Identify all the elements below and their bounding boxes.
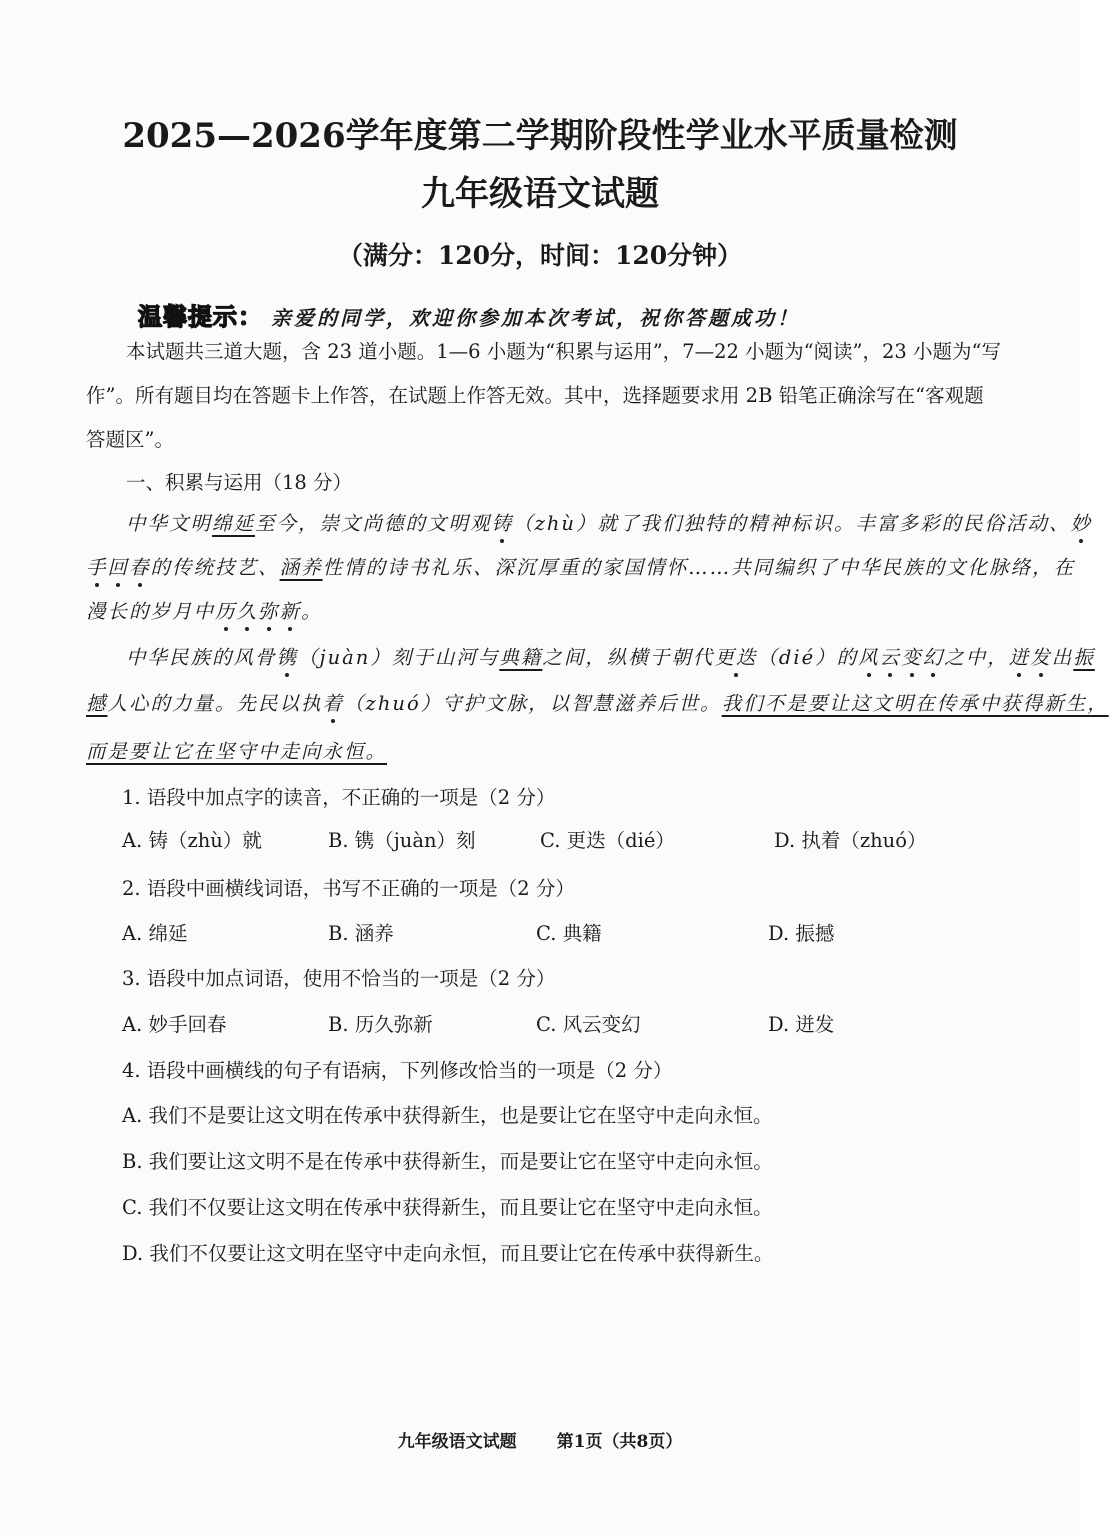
q2-option-b[interactable]: B. 涵养: [328, 922, 394, 945]
underlined-sentence: 我们不是要让这文明在传承中获得新生，: [721, 692, 1109, 715]
section-heading: 一、积累与运用（18 分）: [126, 471, 353, 494]
q4-option-d[interactable]: D. 我们不仅要让这文明在坚守中走向永恒，而且要让它在传承中获得新生。: [122, 1242, 774, 1265]
q3-option-b[interactable]: B. 历久弥新: [328, 1013, 433, 1036]
dotted-char: 镌: [276, 646, 299, 669]
dotted-char: 春: [129, 556, 151, 579]
passage-line: 撼人心的力量。先民以执着（zhuó）守护文脉，以智慧滋养后世。我们不是要让这文明在传承中获得新生，: [86, 692, 1109, 715]
question-4-stem: 4. 语段中画横线的句子有语病，下列修改恰当的一项是（2 分）: [122, 1059, 673, 1082]
dotted-char: 风: [858, 646, 880, 669]
score-time-info: （满分：120分，时间：120分钟）: [337, 241, 743, 270]
dotted-char: 发: [1030, 646, 1052, 669]
underlined-word: 典籍: [499, 646, 543, 669]
q2-option-c[interactable]: C. 典籍: [536, 922, 602, 945]
tip-label: 温馨提示：: [138, 302, 263, 331]
dotted-char: 历: [215, 600, 237, 623]
underlined-word: 撼: [86, 692, 108, 715]
underlined-word: 振: [1073, 646, 1095, 669]
page-footer: [0, 1427, 1080, 1452]
passage-line: 手回春的传统技艺、涵养性情的诗书礼乐、深沉厚重的家国情怀……共同编织了中华民族的文化脉络，在: [86, 556, 1076, 579]
q4-option-a[interactable]: A. 我们不是要让这文明在传承中获得新生，也是要让它在坚守中走向永恒。: [122, 1104, 773, 1127]
q1-option-b[interactable]: B. 镌（juàn）刻: [328, 829, 476, 852]
q1-option-a[interactable]: A. 铸（zhù）就: [122, 829, 262, 852]
exam-title: 2025—2026学年度第二学期阶段性学业水平质量检测: [122, 116, 958, 156]
passage-line: 漫长的岁月中历久弥新。: [86, 600, 323, 623]
q4-option-b[interactable]: B. 我们要让这文明不是在传承中获得新生，而是要让它在坚守中走向永恒。: [122, 1150, 773, 1173]
dotted-char: 着: [322, 692, 345, 715]
question-3-stem: 3. 语段中加点词语，使用不恰当的一项是（2 分）: [122, 967, 556, 990]
tip-text: 亲爱的同学，欢迎你参加本次考试，祝你答题成功！: [271, 306, 800, 330]
footer-page-number: 第1页（共8页）: [556, 1432, 683, 1452]
instructions-line-1: 本试题共三道大题，含 23 道小题。1—6 小题为“积累与运用”，7—22 小题为“阅读”，23 小题为“写: [126, 340, 1001, 363]
q1-option-c[interactable]: C. 更迭（dié）: [540, 829, 675, 852]
q3-option-a[interactable]: A. 妙手回春: [122, 1013, 227, 1036]
instructions-line-3: 答题区”。: [86, 428, 174, 451]
underlined-word: 绵延: [212, 512, 256, 535]
dotted-char: 迸: [1008, 646, 1031, 669]
dotted-char: 久: [236, 600, 259, 623]
dotted-char: 变: [901, 646, 923, 669]
underlined-sentence: 而是要让它在坚守中走向永恒。: [86, 740, 388, 763]
dotted-char: 更迭: [714, 646, 758, 669]
dotted-char: 铸: [491, 512, 514, 535]
exam-subtitle: 九年级语文试题: [421, 174, 659, 214]
q2-option-d[interactable]: D. 振撼: [768, 922, 835, 945]
q4-option-c[interactable]: C. 我们不仅要让这文明在传承中获得新生，而且要让它在坚守中走向永恒。: [122, 1196, 773, 1219]
dotted-char: 弥: [258, 600, 280, 623]
q3-option-c[interactable]: C. 风云变幻: [536, 1013, 641, 1036]
dotted-char: 新: [279, 600, 302, 623]
passage-line: [86, 736, 387, 764]
dotted-char: 妙: [1070, 512, 1092, 535]
question-1-stem: 1. 语段中加点字的读音，不正确的一项是（2 分）: [122, 786, 556, 809]
footer-subject: 九年级语文试题: [397, 1432, 517, 1452]
q3-option-d[interactable]: D. 迸发: [768, 1013, 835, 1036]
instructions-line-2: 作”。所有题目均在答题卡上作答，在试题上作答无效。其中，选择题要求用 2B 铅笔正确涂写在“客观题: [86, 384, 984, 407]
dotted-char: 幻: [922, 646, 945, 669]
q2-option-a[interactable]: A. 绵延: [122, 922, 188, 945]
warm-tip: [138, 297, 800, 332]
underlined-word: 涵养: [279, 556, 323, 579]
dotted-char: 手: [86, 556, 108, 579]
dotted-char: 云: [879, 646, 902, 669]
question-2-stem: 2. 语段中画横线词语，书写不正确的一项是（2 分）: [122, 877, 575, 900]
passage-line: 中华文明绵延至今，崇文尚德的文明观铸（zhù）就了我们独特的精神标识。丰富多彩的民俗活动、妙: [126, 512, 1092, 535]
q1-option-d[interactable]: D. 执着（zhuó）: [774, 829, 927, 852]
dotted-char: 回: [107, 556, 130, 579]
passage-line: 中华民族的风骨镌（juàn）刻于山河与典籍之间，纵横于朝代更迭（dié）的风云变幻之中，迸发出振: [126, 646, 1095, 669]
